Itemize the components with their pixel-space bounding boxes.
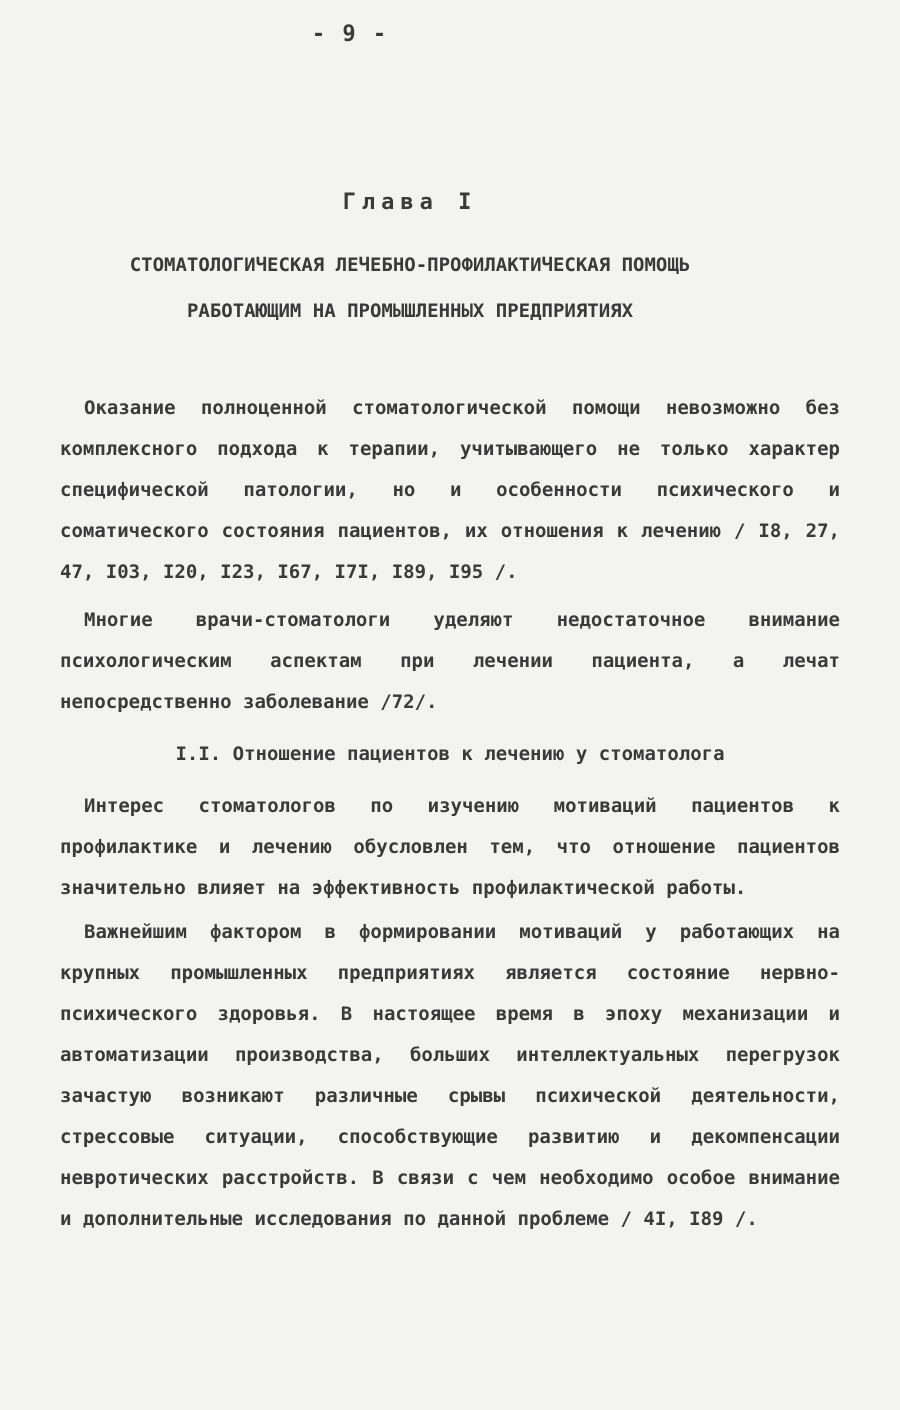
chapter-heading: Глава I [342,190,478,215]
paragraph-2: Многие врачи-стоматологи уделяют недостаточное внимание психологическим аспектам при лечении пациента, а лечат непосредственно заболевание /72/. [60,609,840,713]
paragraph-4: Важнейшим фактором в формировании мотиваций у работающих на крупных промышленных предприятиях является состояние нервно-психического здоровья. В настоящее время в эпоху механизации и автоматизации производства, больших интеллектуальных перегрузок зачастую возникают различные срывы психической деятельности, стрессовые ситуации, способствующие развитию и декомпенсации невротических расстройств. В связи с чем необходимо особое внимание и дополнительные исследования по данной проблеме / 4I, I89 /. [60,921,840,1230]
page-number: - 9 - [311,22,389,47]
paragraph-3: Интерес стоматологов по изучению мотиваций пациентов к профилактике и лечению обусловлен тем, что отношение пациентов значительно влияет на эффективность профилактической работы. [60,795,840,899]
chapter-title: СТОМАТОЛОГИЧЕСКАЯ ЛЕЧЕБНО-ПРОФИЛАКТИЧЕСКАЯ ПОМОЩЬ РАБОТАЮЩИМ НА ПРОМЫШЛЕННЫХ ПРЕДПРИЯТИЯХ [129,254,691,322]
paragraph-1: Оказание полноценной стоматологической помощи невозможно без комплексного подхода к терапии, учитывающего не только характер специфической патологии, но и особенности психического и соматического состояния пациентов, их отношения к лечению / I8, 27, 47, I03, I20, I23, I67, I7I, I89, I95 /. [60,397,840,583]
section-heading: I.I. Отношение пациентов к лечению у стоматолога [175,743,725,765]
